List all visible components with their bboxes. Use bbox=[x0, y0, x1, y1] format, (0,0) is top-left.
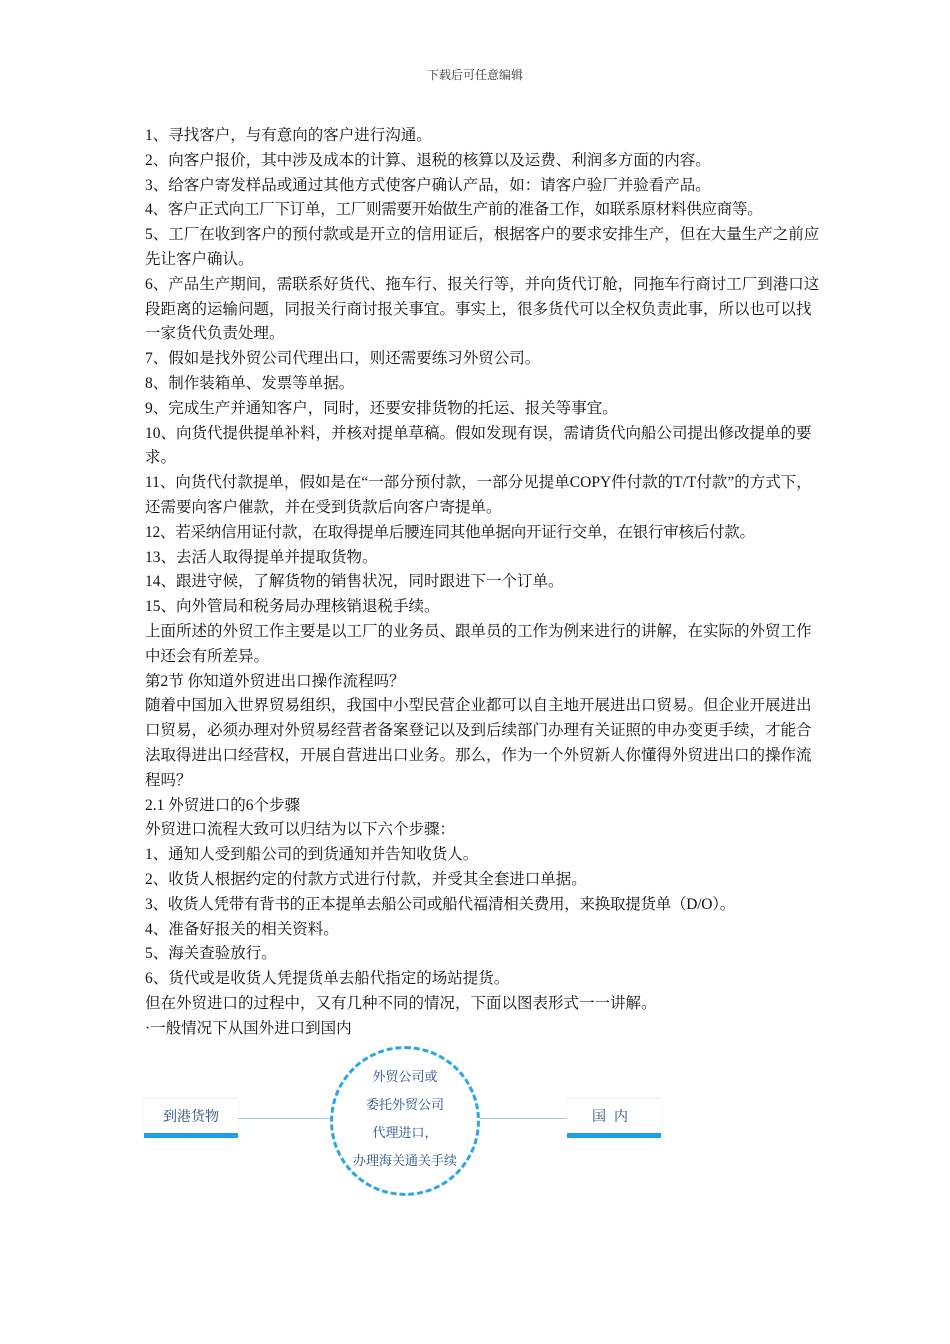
paragraph: 8、制作装箱单、发票等单据。 bbox=[145, 374, 355, 392]
page-header: 下载后可任意编辑 bbox=[426, 68, 523, 82]
paragraph: 12、若采纳信用证付款，在取得提单后腰连同其他单据向开证行交单，在银行审核后付款。 bbox=[145, 523, 755, 541]
paragraph: 2、收货人根据约定的付款方式进行付款，并受其全套进口单据。 bbox=[145, 870, 587, 888]
paragraph: 2、向客户报价，其中涉及成本的计算、退税的核算以及运费、利润多方面的内容。 bbox=[145, 151, 711, 169]
circle-line: 代理进口， bbox=[372, 1126, 438, 1141]
paragraph: 13、去活人取得提单并提取货物。 bbox=[145, 548, 378, 566]
section-heading: 第2节 你知道外贸进出口操作流程吗？ bbox=[145, 672, 405, 690]
connector-line bbox=[238, 1118, 330, 1119]
paragraph: 3、收货人凭带有背书的正本提单去船公司或船代福清相关费用，来换取提货单（D/O）。 bbox=[145, 895, 735, 913]
paragraph: 9、完成生产并通知客户，同时，还要安排货物的托运、报关等事宜。 bbox=[145, 399, 618, 417]
paragraph: 1、通知人受到船公司的到货通知并告知收货人。 bbox=[145, 846, 479, 864]
paragraph: 6、产品生产期间，需联系好货代、拖车行、报关行等，并向货代订舱，同拖车行商讨工厂到港口这段距离的运输问题，同报关行商讨报关事宜。事实上，很多货代可以全权负责此事，所以也可以找一家货代负责处理。 bbox=[145, 275, 820, 343]
paragraph: 11、向货代付款提单，假如是在“一部分预付款，一部分见提单COPY件付款的T/T付款”的方式下，还需要向客户催款，并在受到货款后向客户寄提单。 bbox=[145, 474, 812, 516]
paragraph: 外贸进口流程大致可以归结为以下六个步骤： bbox=[145, 821, 456, 839]
paragraph: 3、给客户寄发样品或通过其他方式使客户确认产品，如：请客户验厂并验看产品。 bbox=[145, 176, 711, 194]
body-text bbox=[145, 124, 825, 1041]
import-flow-diagram bbox=[140, 1042, 670, 1202]
circle-line: 委托外贸公司 bbox=[365, 1098, 444, 1113]
paragraph: 4、准备好报关的相关资料。 bbox=[145, 920, 339, 938]
paragraph: ·一般情况下从国外进口到国内 bbox=[145, 1019, 352, 1037]
paragraph: 随着中国加入世界贸易组织，我国中小型民营企业都可以自主地开展进出口贸易。但企业开展进出口贸易，必须办理对外贸易经营者备案登记以及到后续部门办理有关证照的申办变更手续，才能合法取得进出口经营权，开展自营进出口业务。那么，作为一个外贸新人你懂得外贸进出口的操作流程吗？ bbox=[145, 697, 812, 789]
paragraph: 15、向外管局和税务局办理核销退税手续。 bbox=[145, 598, 440, 616]
paragraph: 10、向货代提供提单补料，并核对提单草稿。假如发现有误，需请货代向船公司提出修改提单的要求。 bbox=[145, 424, 812, 467]
paragraph: 1、寻找客户，与有意向的客户进行沟通。 bbox=[145, 127, 432, 144]
paragraph: 但在外贸进口的过程中，又有几种不同的情况，下面以图表形式一一讲解。 bbox=[145, 994, 657, 1012]
arrived-goods-box: 到港货物 bbox=[144, 1098, 238, 1138]
circle-line: 外贸公司或 bbox=[372, 1070, 438, 1085]
paragraph: 6、货代或是收货人凭提货单去船代指定的场站提货。 bbox=[145, 970, 510, 988]
paragraph: 7、假如是找外贸公司代理出口，则还需要练习外贸公司。 bbox=[145, 350, 541, 368]
agent-circle-text bbox=[330, 1064, 480, 1176]
paragraph: 4、客户正式向工厂下订单，工厂则需要开始做生产前的准备工作，如联系原材料供应商等。 bbox=[145, 201, 763, 219]
paragraph: 5、工厂在收到客户的预付款或是开立的信用证后，根据客户的要求安排生产，但在大量生产之前应先让客户确认。 bbox=[145, 226, 820, 268]
subsection-heading: 2.1 外贸进口的6个步骤 bbox=[145, 796, 301, 814]
paragraph: 上面所述的外贸工作主要是以工厂的业务员、跟单员的工作为例来进行的讲解，在实际的外贸工作中还会有所差异。 bbox=[145, 622, 812, 665]
connector-line bbox=[480, 1118, 567, 1119]
paragraph: 14、跟进守候，了解货物的销售状况，同时跟进下一个订单。 bbox=[145, 573, 564, 591]
paragraph: 5、海关查验放行。 bbox=[145, 945, 277, 963]
domestic-box: 国内 bbox=[567, 1098, 661, 1138]
circle-line: 办理海关通关手续 bbox=[352, 1154, 457, 1169]
